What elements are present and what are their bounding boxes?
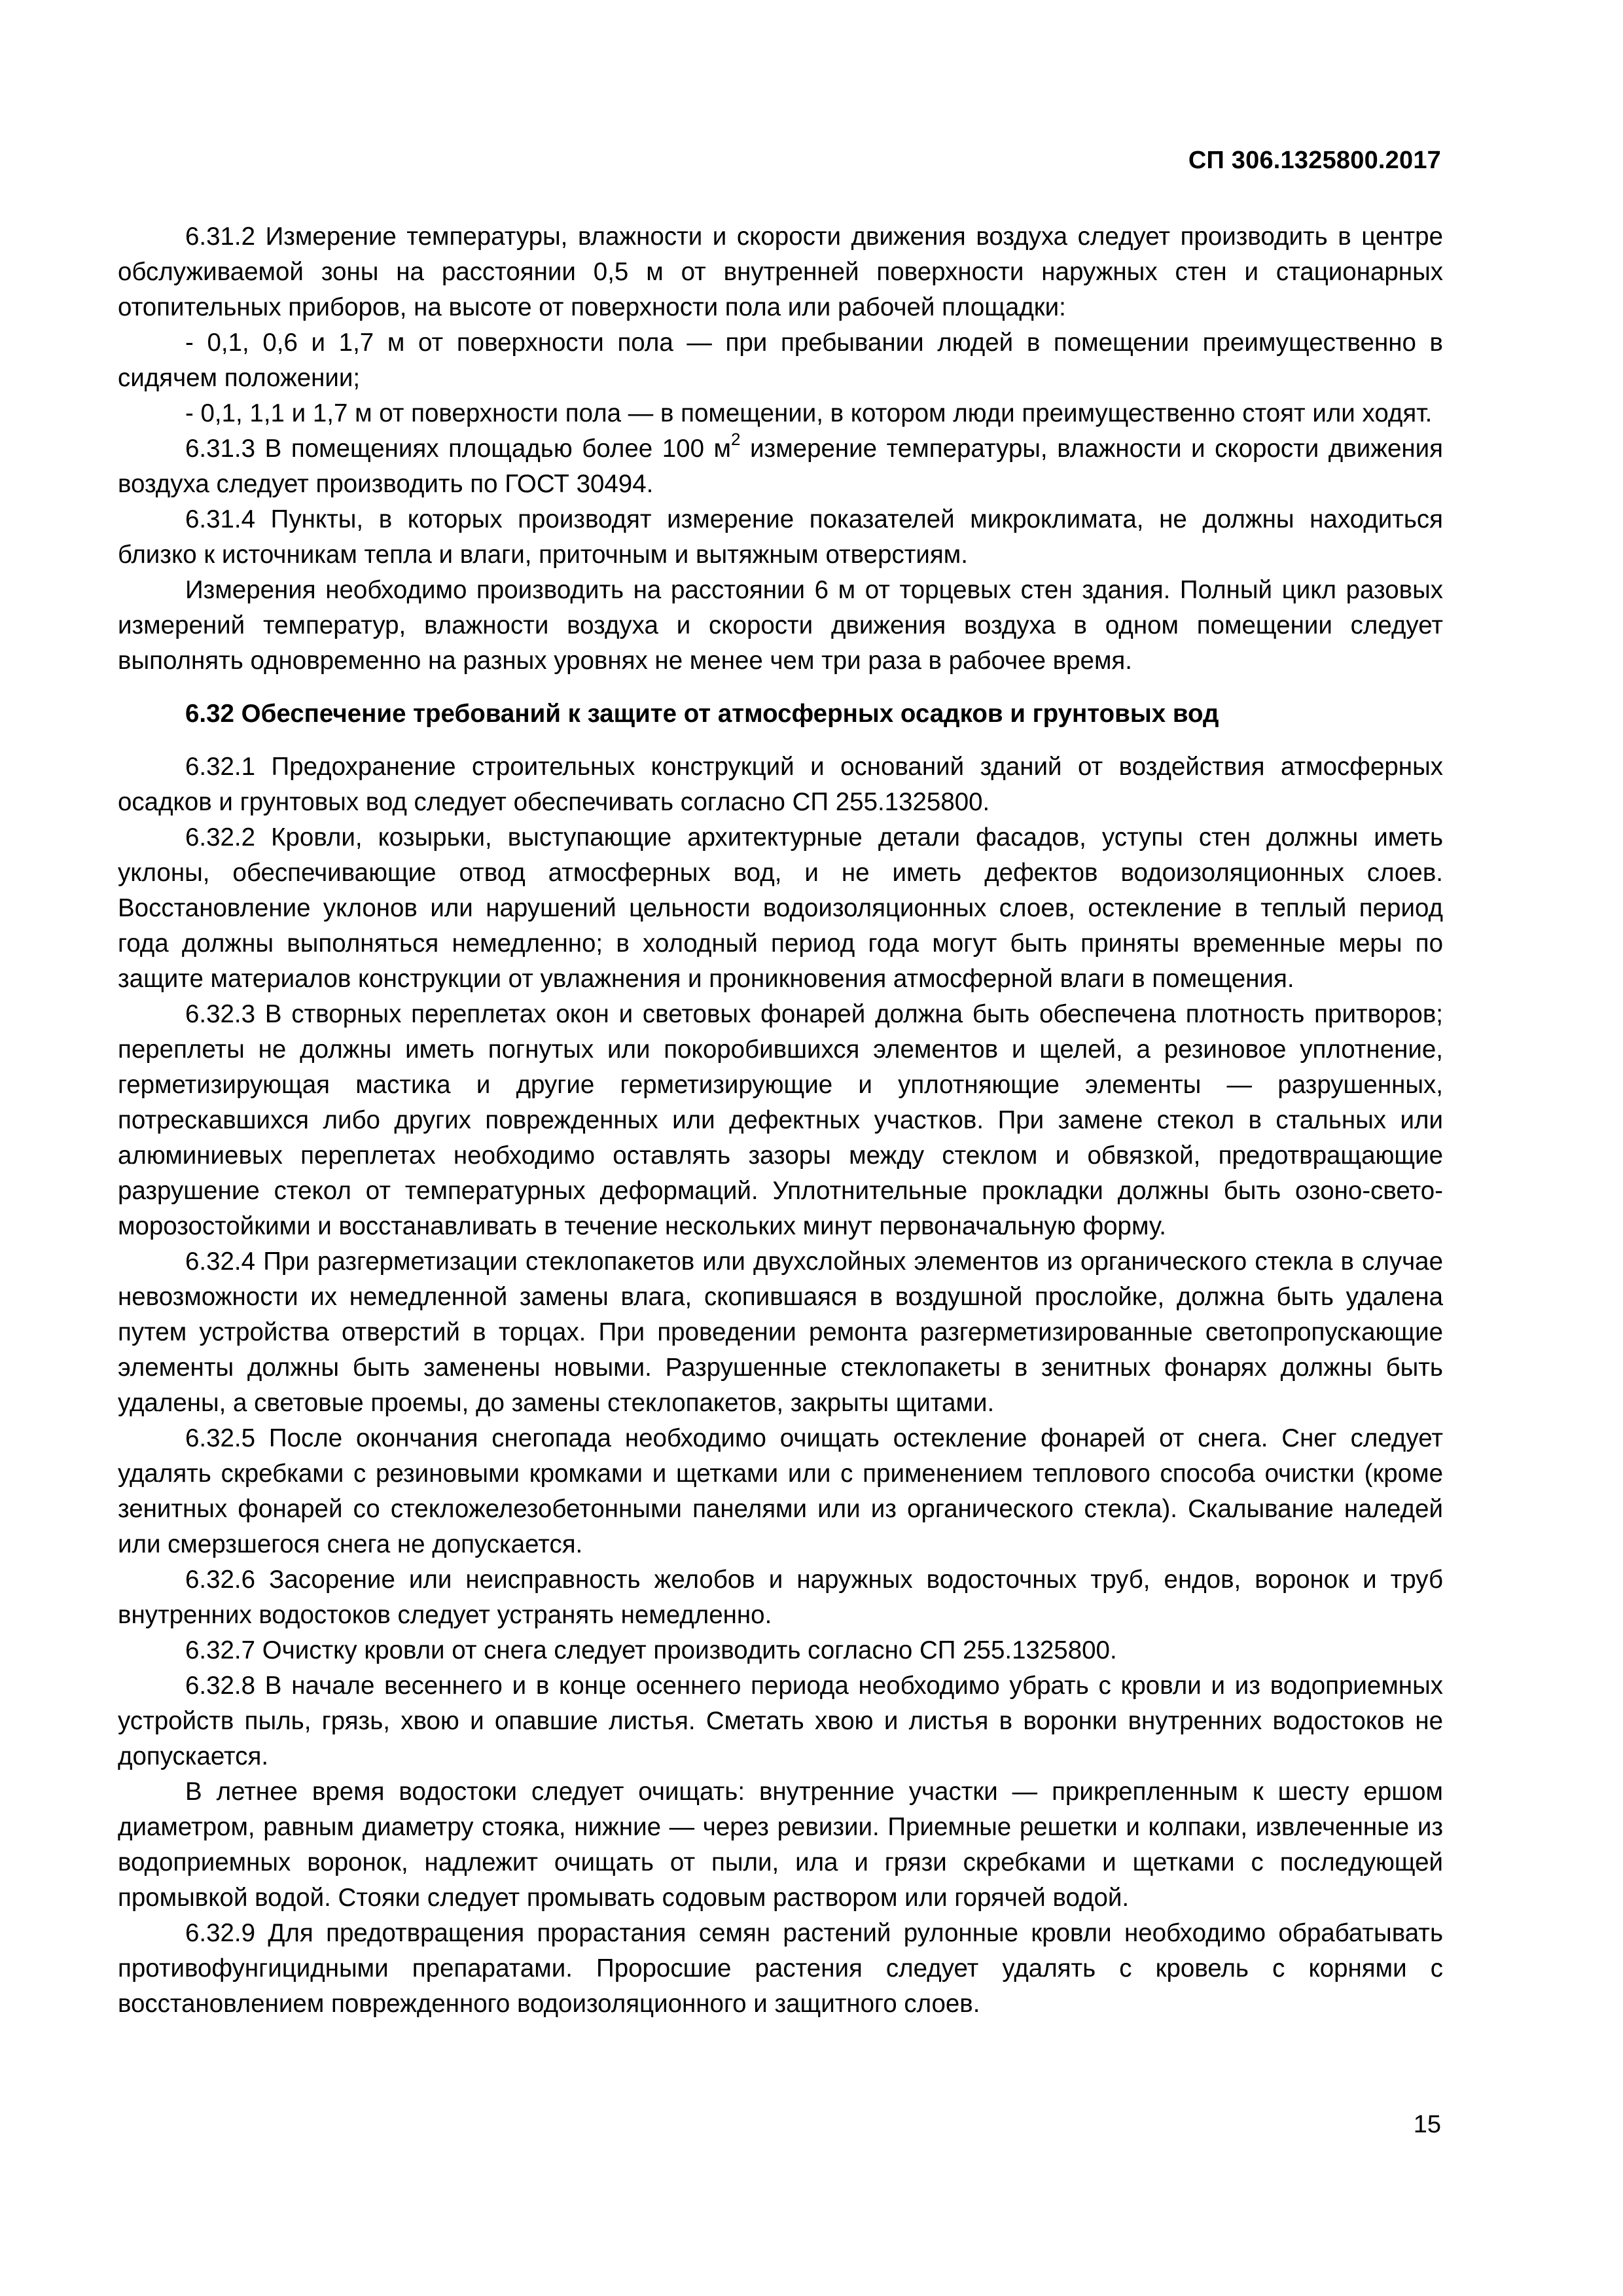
- document-code-header: СП 306.1325800.2017: [1188, 147, 1441, 174]
- section-heading-6-32: 6.32 Обеспечение требований к защите от атмосферных осадков и грунтовых вод: [185, 700, 1219, 728]
- paragraph-6-32-3: 6.32.3 В створных переплетах окон и световых фонарей должна быть обеспечена плотность притворов; переплеты не должны иметь погнутых или покоробившихся элементов и щелей, а резиновое уплотнение, герметизирующая мастика и другие герметизирующие и уплотняющие элементы — разрушенных, потрескавшихся либо других поврежденных или дефектных участков. При замене стекол в стальных или алюминиевых переплетах необходимо оставлять зазоры между стеклом и обвязкой, предотвращающие разрушение стекол от температурных деформаций. Уплотнительные прокладки должны быть озоно-свето-морозостойкими и восстанавливать в течение нескольких минут первоначальную форму.: [118, 1000, 1443, 1240]
- paragraph-6-31-3-part-a: 6.31.3 В помещениях площадью более 100 м: [185, 435, 732, 463]
- page-body: [118, 219, 1443, 2022]
- superscript-squared: 2: [731, 429, 741, 450]
- paragraph-6-32-4: 6.32.4 При разгерметизации стеклопакетов или двухслойных элементов из органического стекла в случае невозможности их немедленной замены влага, скопившаяся в воздушной прослойке, должна быть удалена путем устройства отверстий в торцах. При проведении ремонта разгерметизированные светопропускающие элементы должны быть заменены новыми. Разрушенные стеклопакеты в зенитных фонарях должны быть удалены, а световые проемы, до замены стеклопакетов, закрыты щитами.: [118, 1247, 1443, 1417]
- paragraph-6-32-1: 6.32.1 Предохранение строительных конструкций и оснований зданий от воздействия атмосферных осадков и грунтовых вод следует обеспечивать согласно СП 255.1325800.: [118, 753, 1443, 816]
- list-item-sitting: - 0,1, 0,6 и 1,7 м от поверхности пола — при пребывании людей в помещении преимущественно в сидячем положении;: [118, 329, 1443, 392]
- paragraph-6-32-2: 6.32.2 Кровли, козырьки, выступающие архитектурные детали фасадов, уступы стен должны иметь уклоны, обеспечивающие отвод атмосферных вод, и не иметь дефектов водоизоляционных слоев. Восстановление уклонов или нарушений цельности водоизоляционных слоев, остекление в теплый период года должны выполняться немедленно; в холодный период года могут быть приняты временные меры по защите материалов конструкции от увлажнения и проникновения атмосферной влаги в помещения.: [118, 823, 1443, 993]
- paragraph-6-31-4-continued: Измерения необходимо производить на расстоянии 6 м от торцевых стен здания. Полный цикл разовых измерений температур, влажности воздуха и скорости движения воздуха в одном помещении следует выполнять одновременно на разных уровнях не менее чем три раза в рабочее время.: [118, 576, 1443, 675]
- paragraph-6-32-7: 6.32.7 Очистку кровли от снега следует производить согласно СП 255.1325800.: [185, 1636, 1117, 1664]
- paragraph-6-31-3: [118, 431, 1443, 502]
- paragraph-6-32-9: 6.32.9 Для предотвращения прорастания семян растений рулонные кровли необходимо обрабатывать противофунгицидными препаратами. Проросшие растения следует удалять с кровель с корнями с восстановлением поврежденного водоизоляционного и защитного слоев.: [118, 1919, 1443, 2018]
- paragraph-6-31-3-part-b: измерение температуры, влажности и скорости движения воздуха следует производить по ГОСТ 30494.: [118, 435, 1444, 498]
- paragraph-6-31-4: 6.31.4 Пункты, в которых производят измерение показателей микроклимата, не должны находиться близко к источникам тепла и влаги, приточным и вытяжным отверстиям.: [118, 505, 1443, 569]
- page-number: 15: [1413, 2111, 1441, 2138]
- paragraph-6-32-8: 6.32.8 В начале весеннего и в конце осеннего периода необходимо убрать с кровли и из водоприемных устройств пыль, грязь, хвою и опавшие листья. Сметать хвою и листья в воронки внутренних водостоков не допускается.: [118, 1672, 1443, 1770]
- paragraph-6-32-5: 6.32.5 После окончания снегопада необходимо очищать остекление фонарей от снега. Снег следует удалять скребками с резиновыми кромками и щетками или с применением теплового способа очистки (кроме зенитных фонарей со стекложелезобетонными панелями или из органического стекла). Скалывание наледей или смерзшегося снега не допускается.: [118, 1424, 1443, 1558]
- list-item-standing: - 0,1, 1,1 и 1,7 м от поверхности пола — в помещении, в котором люди преимущественно стоят или ходят.: [185, 399, 1433, 427]
- paragraph-6-31-2: 6.31.2 Измерение температуры, влажности и скорости движения воздуха следует производить в центре обслуживаемой зоны на расстоянии 0,5 м от внутренней поверхности наружных стен и стационарных отопительных приборов, на высоте от поверхности пола или рабочей площадки:: [118, 223, 1443, 321]
- paragraph-6-32-8-continued: В летнее время водостоки следует очищать: внутренние участки — прикрепленным к шесту ершом диаметром, равным диаметру стояка, нижние — через ревизии. Приемные решетки и колпаки, извлеченные из водоприемных воронок, надлежит очищать от пыли, ила и грязи скребками и щетками с последующей промывкой водой. Стояки следует промывать содовым раствором или горячей водой.: [118, 1778, 1443, 1912]
- paragraph-6-32-6: 6.32.6 Засорение или неисправность желобов и наружных водосточных труб, ендов, воронок и труб внутренних водостоков следует устранять немедленно.: [118, 1566, 1443, 1629]
